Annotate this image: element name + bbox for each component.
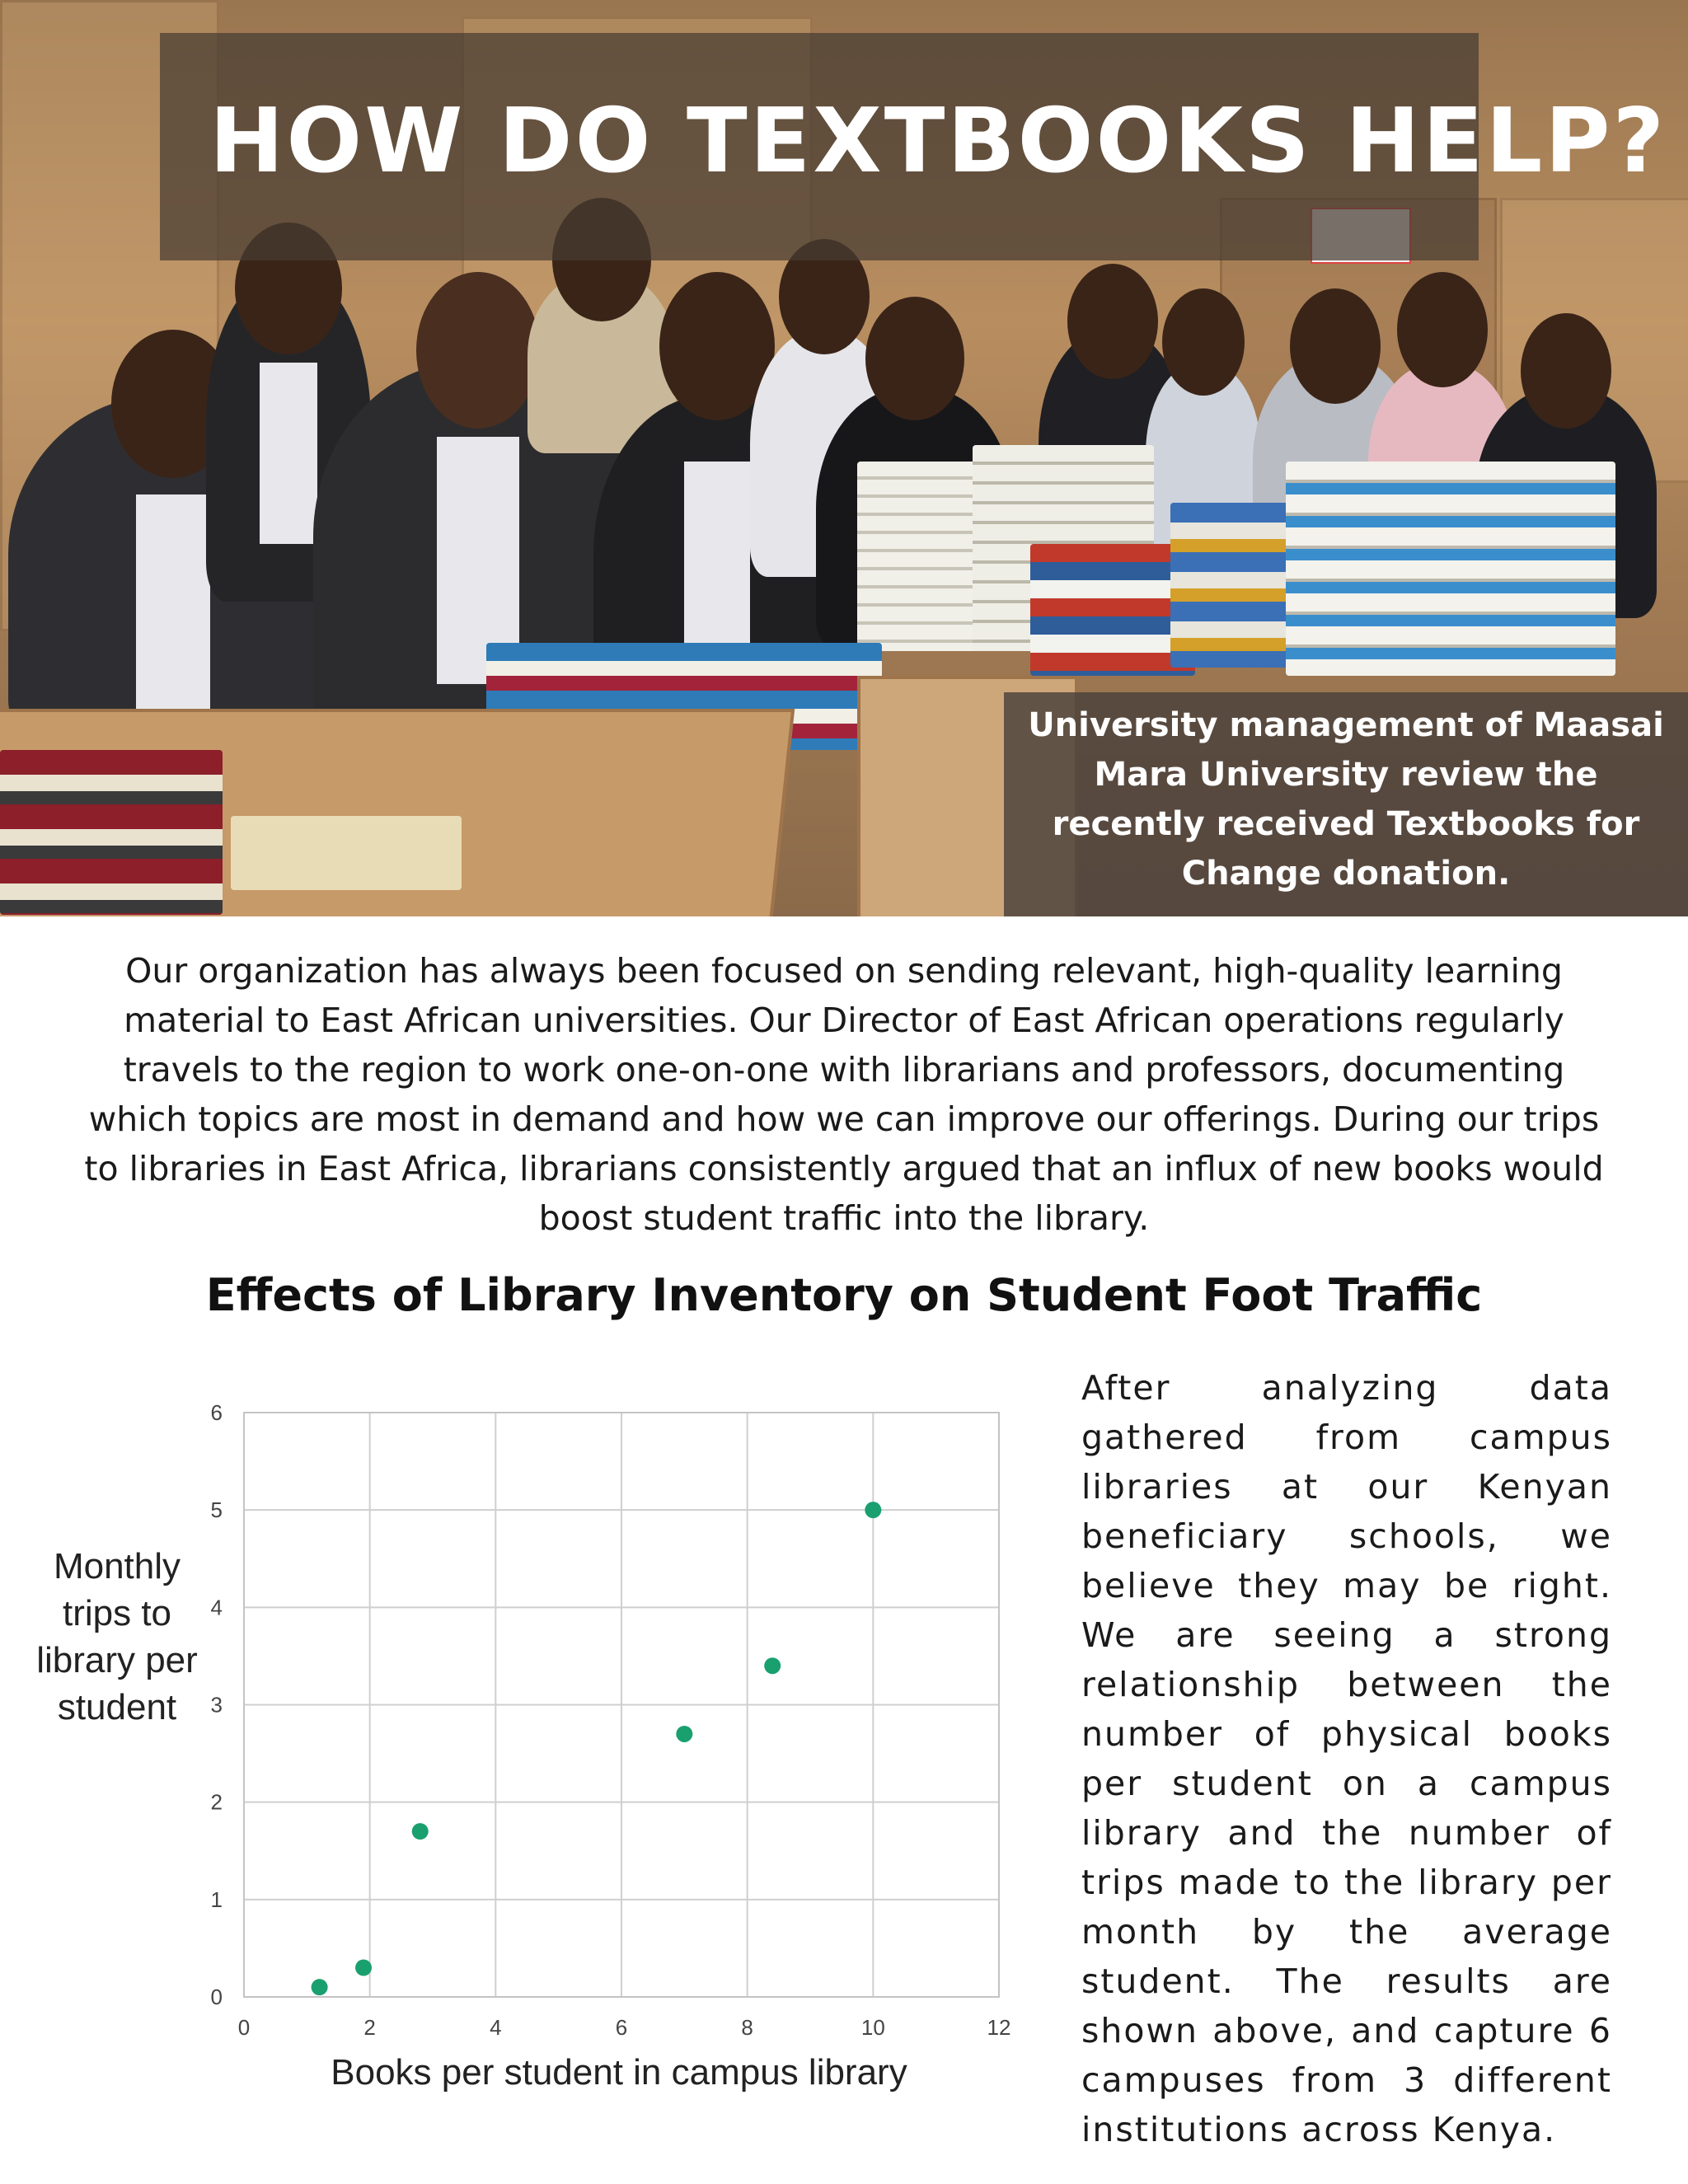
x-tick-label: 0 [237,2015,251,2040]
page-title: HOW DO TEXTBOOKS HELP? [209,90,1667,193]
chart-x-axis-label: Books per student in campus library [331,2052,907,2093]
chart-y-axis-label: Monthly trips to library per student [36,1546,198,1727]
chart-grid [244,1413,999,1997]
chart-title: Effects of Library Inventory on Student Foot Traffic [205,1269,1483,1321]
chart-ticks [211,1400,1011,2040]
y-tick-label: 5 [210,1497,223,1523]
book-stack [1286,462,1615,676]
x-tick-label: 4 [490,2015,502,2040]
y-tick-label: 3 [210,1692,223,1718]
x-tick-label: 10 [860,2015,885,2040]
book-stack [0,750,223,915]
y-tick-label: 6 [210,1400,223,1425]
book-stack [231,816,462,890]
photo-caption: University management of Maasai Mara University review the recently received Textbooks for Change donation. [1028,706,1664,893]
intro-paragraph: Our organization has always been focused on sending relevant, high-quality learning material to East African universities. Our Director of East African operations regularly travels to the region to work one-on-one with librarians and professors, documenting which topics are most in demand and how we can improve our offerings. During our trips to libraries in East Africa, librarians consistently argued that an influx of new books would boost student traffic into the library. [84,951,1604,1238]
data-point [412,1823,429,1840]
data-point [312,1979,328,1995]
plot-frame [244,1413,999,1997]
data-point [355,1960,372,1976]
y-tick-label: 4 [210,1595,223,1620]
chart-points [312,1502,882,1995]
x-tick-label: 6 [615,2015,628,2040]
hero-photo [0,0,1688,916]
x-tick-label: 2 [363,2015,376,2040]
y-tick-label: 2 [210,1789,223,1815]
x-tick-label: 8 [741,2015,753,2040]
y-tick-label: 1 [210,1886,223,1912]
data-point [865,1502,881,1518]
data-point [764,1657,781,1674]
analysis-paragraph: After analyzing data gathered from campus libraries at our Kenyan beneficiary schools, we believe they may be right. We are seeing a strong relationship between the number of physical books per student on a campus library and the number of trips made to the library per month by the average student. The results are shown above, and capture 6 campuses from 3 different institutions across Kenya. [1081,1368,1612,2149]
photo-caption-box [1004,692,1688,916]
y-tick-label: 0 [210,1985,223,2009]
x-tick-label: 12 [987,2015,1011,2040]
title-banner [160,33,1667,260]
data-point [676,1726,692,1742]
